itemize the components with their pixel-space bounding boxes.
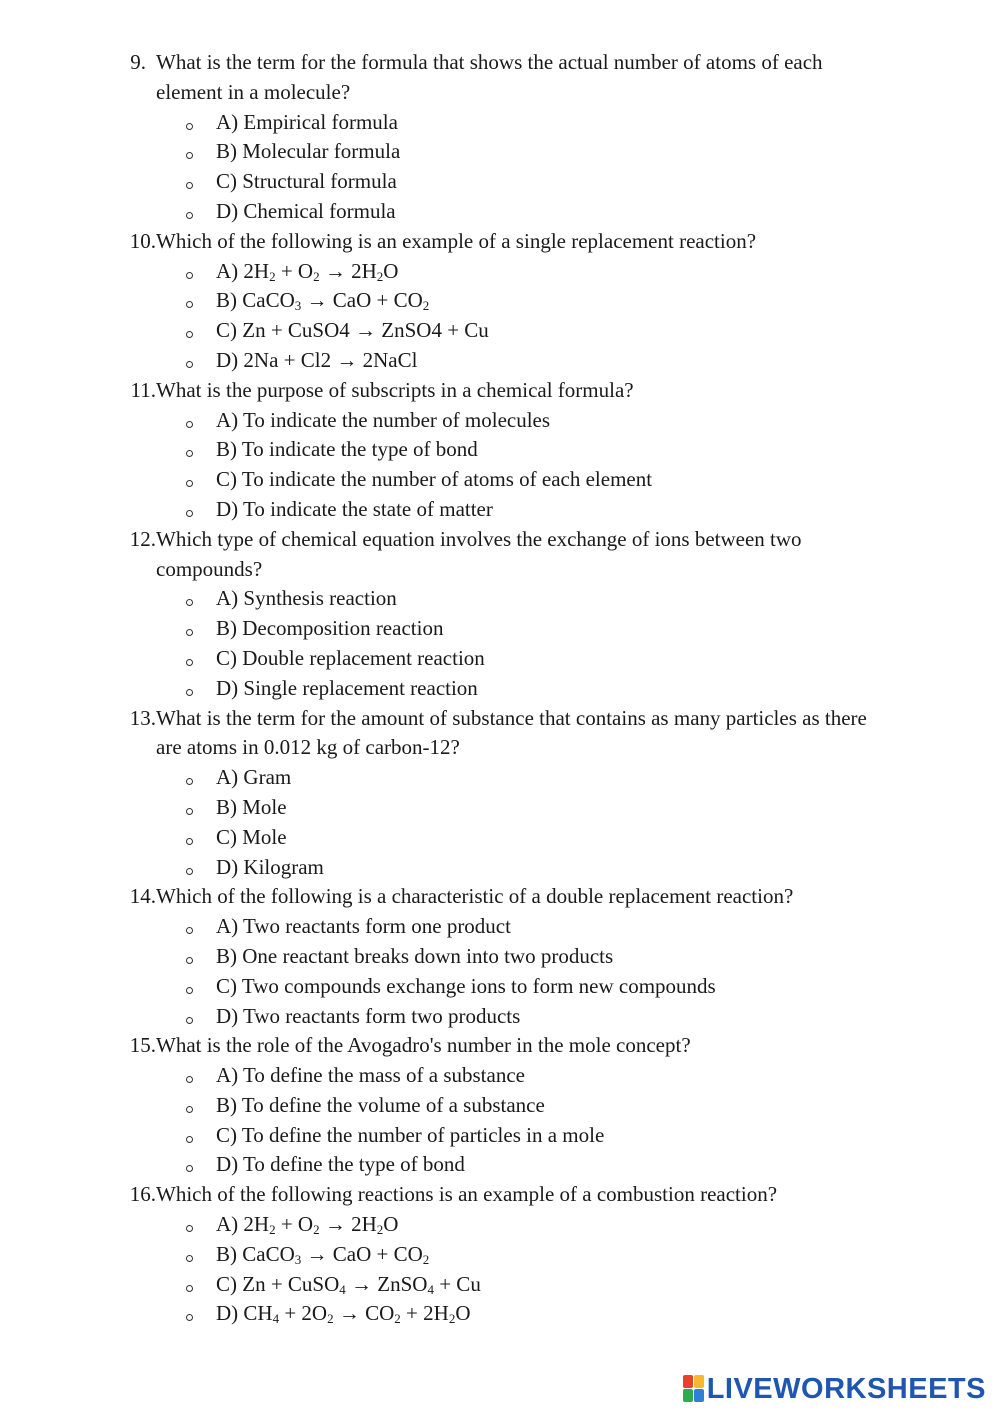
answer-option[interactable] (0, 316, 1000, 346)
question-number: 10. (129, 228, 156, 253)
circle-bullet-icon (0, 1299, 216, 1329)
answer-option[interactable] (0, 435, 1000, 465)
badge-tile-1 (683, 1375, 693, 1388)
question-text: are atoms in 0.012 kg of carbon-12? (156, 735, 460, 760)
answer-option[interactable] (0, 108, 1000, 138)
circle-bullet-icon (0, 1061, 216, 1091)
option-text: A) Synthesis reaction (216, 586, 397, 611)
question-continuation-line (0, 555, 1000, 585)
question (0, 48, 1000, 227)
liveworksheets-badge-icon (683, 1375, 705, 1403)
option-text: C) Zn + CuSO4 → ZnSO4 + Cu (216, 318, 489, 343)
question-number (0, 555, 156, 585)
question (0, 704, 1000, 883)
circle-bullet-icon (0, 1240, 216, 1270)
option-text: D) Single replacement reaction (216, 675, 478, 700)
question-line (0, 1180, 1000, 1210)
question-number: 13. (129, 705, 156, 730)
option-text: D) $CH_4 + 2O_2 \to CO_2 + 2H_2O$ (216, 1301, 471, 1327)
option-text: A) To indicate the number of molecules (216, 407, 551, 432)
circle-bullet-icon (0, 584, 216, 614)
answer-option[interactable] (0, 1121, 1000, 1151)
answer-option[interactable] (0, 1299, 1000, 1329)
answer-option[interactable] (0, 257, 1000, 287)
answer-option[interactable] (0, 1061, 1000, 1091)
question (0, 227, 1000, 376)
circle-bullet-icon (0, 972, 216, 1002)
question-number: 9. (130, 50, 146, 74)
question-text: Which of the following reactions is an example of a combustion reaction? (156, 1182, 778, 1207)
answer-option[interactable] (0, 465, 1000, 495)
answer-option[interactable] (0, 823, 1000, 853)
worksheet-page (0, 48, 1000, 1329)
question-text: What is the purpose of subscripts in a chemical formula? (156, 377, 634, 402)
question (0, 1180, 1000, 1329)
answer-option[interactable] (0, 346, 1000, 376)
question-line (0, 227, 1000, 257)
circle-bullet-icon (0, 316, 216, 346)
question (0, 376, 1000, 525)
option-text: D) 2Na + Cl2 → 2NaCl (216, 347, 418, 372)
answer-option[interactable] (0, 137, 1000, 167)
option-text: B) To indicate the type of bond (216, 437, 478, 462)
option-text: A) Two reactants form one product (216, 914, 511, 939)
circle-bullet-icon (0, 346, 216, 376)
question-line (0, 376, 1000, 406)
question (0, 882, 1000, 1031)
option-text: C) Zn + CuSO$_4$ → ZnSO$_4$ + Cu (216, 1271, 481, 1297)
option-text: B) Molecular formula (216, 139, 401, 164)
liveworksheets-logo (683, 1372, 986, 1406)
badge-tile-3 (683, 1389, 693, 1402)
circle-bullet-icon (0, 912, 216, 942)
option-text: A) To define the mass of a substance (216, 1063, 525, 1088)
question-line (0, 882, 1000, 912)
circle-bullet-icon (0, 137, 216, 167)
circle-bullet-icon (0, 167, 216, 197)
question-number: 12. (129, 526, 156, 551)
answer-option[interactable] (0, 406, 1000, 436)
circle-bullet-icon (0, 1091, 216, 1121)
circle-bullet-icon (0, 257, 216, 287)
answer-option[interactable] (0, 1270, 1000, 1300)
circle-bullet-icon (0, 942, 216, 972)
circle-bullet-icon (0, 495, 216, 525)
answer-option[interactable] (0, 197, 1000, 227)
question-text: compounds? (156, 556, 263, 581)
answer-option[interactable] (0, 167, 1000, 197)
option-text: D) To indicate the state of matter (216, 496, 493, 521)
question-text: Which of the following is an example of a single replacement reaction? (156, 228, 757, 253)
question-line (0, 48, 1000, 78)
option-text: C) Double replacement reaction (216, 645, 485, 670)
circle-bullet-icon (0, 465, 216, 495)
answer-option[interactable] (0, 286, 1000, 316)
question-text: What is the term for the formula that shows the actual number of atoms of each (156, 50, 823, 74)
circle-bullet-icon (0, 644, 216, 674)
question-number (0, 78, 156, 108)
circle-bullet-icon (0, 823, 216, 853)
option-text: A) $2H_2 + O_2 \to 2H_2O$ (216, 258, 399, 284)
circle-bullet-icon (0, 435, 216, 465)
circle-bullet-icon (0, 406, 216, 436)
logo-text: LIVEWORKSHEETS (706, 1372, 986, 1405)
circle-bullet-icon (0, 108, 216, 138)
circle-bullet-icon (0, 286, 216, 316)
question-text: What is the role of the Avogadro's number in the mole concept? (156, 1033, 691, 1058)
answer-option[interactable] (0, 853, 1000, 883)
option-text: C) Structural formula (216, 169, 397, 194)
option-text: C) Two compounds exchange ions to form new compounds (216, 973, 716, 998)
option-text: C) To define the number of particles in a mole (216, 1122, 605, 1147)
circle-bullet-icon (0, 1002, 216, 1032)
circle-bullet-icon (0, 1210, 216, 1240)
answer-option[interactable] (0, 1091, 1000, 1121)
badge-tile-4 (694, 1389, 704, 1402)
option-text: C) To indicate the number of atoms of each element (216, 467, 653, 492)
question-line (0, 704, 1000, 734)
option-text: B) To define the volume of a substance (216, 1092, 545, 1117)
option-text: A) $2H_2 + O_2 \to 2H_2O$ (216, 1212, 399, 1238)
answer-option[interactable] (0, 793, 1000, 823)
option-text: D) Chemical formula (216, 198, 396, 223)
circle-bullet-icon (0, 674, 216, 704)
question-line (0, 525, 1000, 555)
circle-bullet-icon (0, 853, 216, 883)
answer-option[interactable] (0, 584, 1000, 614)
option-text: B) CaCO$_3$ → CaO + $CO_2$ (216, 1241, 430, 1267)
question-number: 15. (129, 1033, 156, 1058)
question-number: 14. (129, 884, 156, 909)
question-number: 16. (129, 1182, 156, 1207)
option-text: B) Decomposition reaction (216, 616, 444, 641)
answer-option[interactable] (0, 644, 1000, 674)
circle-bullet-icon (0, 763, 216, 793)
option-text: B) Mole (216, 794, 287, 819)
question-text: What is the term for the amount of substance that contains as many particles as there (156, 705, 867, 730)
answer-option[interactable] (0, 972, 1000, 1002)
option-text: A) Gram (216, 765, 292, 790)
circle-bullet-icon (0, 614, 216, 644)
question-number (0, 733, 156, 763)
question-line (0, 1031, 1000, 1061)
answer-option[interactable] (0, 912, 1000, 942)
option-text: B) CaCO$_3$ → CaO + $CO_2$ (216, 288, 430, 314)
question (0, 1031, 1000, 1180)
question-text: Which of the following is a characteristic of a double replacement reaction? (156, 884, 794, 909)
circle-bullet-icon (0, 793, 216, 823)
answer-option[interactable] (0, 674, 1000, 704)
option-text: D) Kilogram (216, 854, 324, 879)
answer-option[interactable] (0, 1240, 1000, 1270)
question-text: element in a molecule? (156, 79, 351, 104)
question (0, 525, 1000, 704)
circle-bullet-icon (0, 1121, 216, 1151)
circle-bullet-icon (0, 1270, 216, 1300)
answer-option[interactable] (0, 1150, 1000, 1180)
option-text: D) Two reactants form two products (216, 1003, 521, 1028)
answer-option[interactable] (0, 1002, 1000, 1032)
question-continuation-line (0, 733, 1000, 763)
answer-option[interactable] (0, 614, 1000, 644)
option-text: B) One reactant breaks down into two products (216, 943, 614, 968)
question-number: 11. (130, 377, 156, 402)
option-text: D) To define the type of bond (216, 1152, 465, 1177)
option-text: A) Empirical formula (216, 109, 398, 134)
question-text: Which type of chemical equation involves the exchange of ions between two (156, 526, 802, 551)
badge-tile-2 (694, 1375, 704, 1388)
question-continuation-line (0, 78, 1000, 108)
answer-option[interactable] (0, 1210, 1000, 1240)
circle-bullet-icon (0, 1150, 216, 1180)
option-text: C) Mole (216, 824, 287, 849)
answer-option[interactable] (0, 763, 1000, 793)
circle-bullet-icon (0, 197, 216, 227)
answer-option[interactable] (0, 495, 1000, 525)
answer-option[interactable] (0, 942, 1000, 972)
